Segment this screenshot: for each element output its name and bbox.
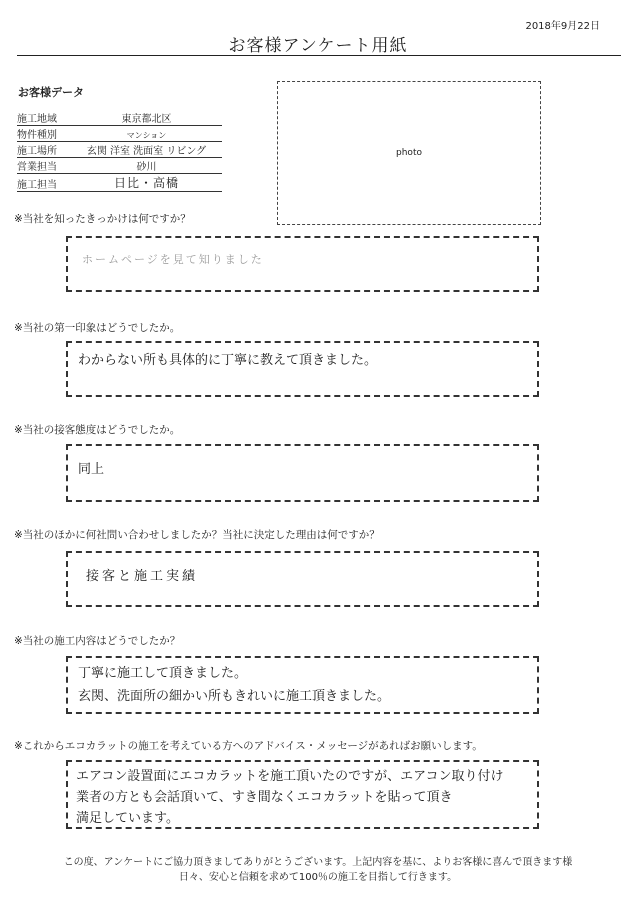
row-sales-rep: [17, 157, 222, 173]
property-type-label: 物件種別: [17, 125, 71, 141]
row-installer: [17, 173, 222, 191]
answer-box-1: [66, 236, 539, 292]
location-value: 玄関 洋室 洗面室 リビング: [71, 141, 222, 157]
row-area: [17, 109, 222, 125]
property-type-value: マンション: [71, 125, 222, 141]
question-1: ※当社を知ったきっかけは何ですか？: [14, 213, 191, 225]
row-property-type: [17, 125, 222, 141]
question-2: ※当社の第一印象はどうでしたか。: [14, 322, 181, 334]
answer-box-2: [66, 341, 539, 397]
location-label: 施工場所: [17, 141, 71, 157]
survey-date: 2018年9月22日: [525, 21, 600, 32]
customer-data-heading: お客様データ: [18, 86, 84, 99]
answer-box-6: [66, 760, 539, 829]
answer-4-line-1: 接客と施工実績: [86, 569, 199, 584]
answer-1-line-1: ホームページを見て知りました: [82, 253, 264, 266]
customer-data-table: [17, 109, 222, 192]
photo-placeholder: [277, 81, 541, 225]
answer-5-line-1: 丁寧に施工して頂きました。: [78, 666, 248, 681]
answer-6-line-1: エアコン設置面にエコカラットを施工頂いたのですが、エアコン取り付け: [76, 769, 504, 784]
installer-value: 日比・高橋: [71, 173, 222, 191]
answer-3-line-1: 同上: [78, 462, 105, 477]
sales-rep-value: 砂川: [71, 157, 222, 173]
footer-line-2: 日々、安心と信頼を求めて100％の施工を目指して行きます。: [178, 872, 458, 883]
answer-6-line-2: 業者の方とも会話頂いて、すき間なくエコカラットを貼って頂き: [76, 790, 453, 805]
photo-label: photo: [396, 148, 422, 158]
answer-box-4: [66, 551, 539, 607]
question-3: ※当社の接客態度はどうでしたか。: [14, 424, 181, 436]
answer-5-line-2: 玄関、洗面所の細かい所もきれいに施工頂きました。: [78, 689, 391, 704]
answer-6-line-3: 満足しています。: [76, 811, 179, 826]
footer-line-1: この度、アンケートにご協力頂きましてありがとうございます。上記内容を基に、よりお客様に喜んで頂きます様: [63, 857, 573, 868]
area-label: 施工地域: [17, 109, 71, 125]
question-6: ※これからエコカラットの施工を考えている方へのアドバイス・メッセージがあればお願いします。: [14, 740, 483, 752]
answer-box-3: [66, 444, 539, 502]
question-4: ※当社のほかに何社問い合わせしましたか？当社に決定した理由は何ですか？: [14, 529, 380, 541]
sales-rep-label: 営業担当: [17, 157, 71, 173]
title-underline: [17, 55, 621, 56]
answer-box-5: [66, 656, 539, 714]
installer-label: 施工担当: [17, 173, 71, 191]
question-5: ※当社の施工内容はどうでしたか？: [14, 635, 181, 647]
form-title: お客様アンケート用紙: [228, 36, 408, 56]
answer-2-line-1: わからない所も具体的に丁寧に教えて頂きました。: [78, 353, 378, 368]
row-location: [17, 141, 222, 157]
area-value: 東京都北区: [71, 109, 222, 125]
